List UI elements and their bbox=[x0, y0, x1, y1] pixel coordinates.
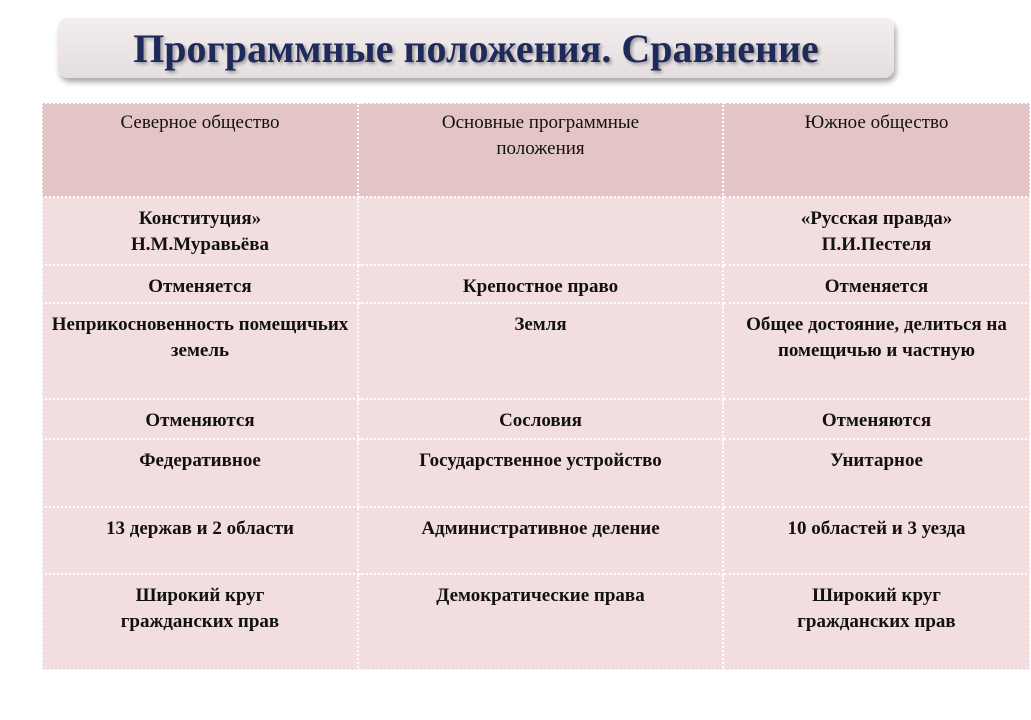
cell-provision bbox=[358, 197, 723, 265]
table-row bbox=[42, 399, 1030, 439]
cell-south: Общее достояние, делиться на помещичью и частную bbox=[723, 303, 1030, 399]
cell-provision: Административное деление bbox=[358, 507, 723, 574]
table-row bbox=[42, 303, 1030, 399]
cell-provision: Земля bbox=[358, 303, 723, 399]
cell-north: 13 держав и 2 области bbox=[42, 507, 358, 574]
comparison-table bbox=[41, 102, 1031, 671]
cell-south: 10 областей и 3 уезда bbox=[723, 507, 1030, 574]
page-title: Программные положения. Сравнение bbox=[133, 25, 819, 71]
title-banner bbox=[58, 18, 894, 78]
header-north-society: Северное общество bbox=[42, 103, 358, 197]
cell-north: Конституция» Н.М.Муравьёва bbox=[42, 197, 358, 265]
cell-provision: Государственное устройство bbox=[358, 439, 723, 507]
header-south-society: Южное общество bbox=[723, 103, 1030, 197]
cell-provision: Сословия bbox=[358, 399, 723, 439]
cell-south: Отменяется bbox=[723, 265, 1030, 303]
cell-north: Отменяются bbox=[42, 399, 358, 439]
table-row bbox=[42, 197, 1030, 265]
table-row bbox=[42, 574, 1030, 670]
cell-north: Широкий круг гражданских прав bbox=[42, 574, 358, 670]
cell-north: Отменяется bbox=[42, 265, 358, 303]
cell-south: Широкий круг гражданских прав bbox=[723, 574, 1030, 670]
table-row bbox=[42, 507, 1030, 574]
cell-south: «Русская правда» П.И.Пестеля bbox=[723, 197, 1030, 265]
table-row bbox=[42, 265, 1030, 303]
cell-south: Унитарное bbox=[723, 439, 1030, 507]
cell-provision: Крепостное право bbox=[358, 265, 723, 303]
comparison-table-container bbox=[41, 102, 1007, 671]
cell-provision: Демократические права bbox=[358, 574, 723, 670]
cell-south: Отменяются bbox=[723, 399, 1030, 439]
table-header-row bbox=[42, 103, 1030, 197]
cell-north: Федеративное bbox=[42, 439, 358, 507]
cell-north: Неприкосновенность помещичьих земель bbox=[42, 303, 358, 399]
table-row bbox=[42, 439, 1030, 507]
header-program-provisions: Основные программные положения bbox=[358, 103, 723, 197]
